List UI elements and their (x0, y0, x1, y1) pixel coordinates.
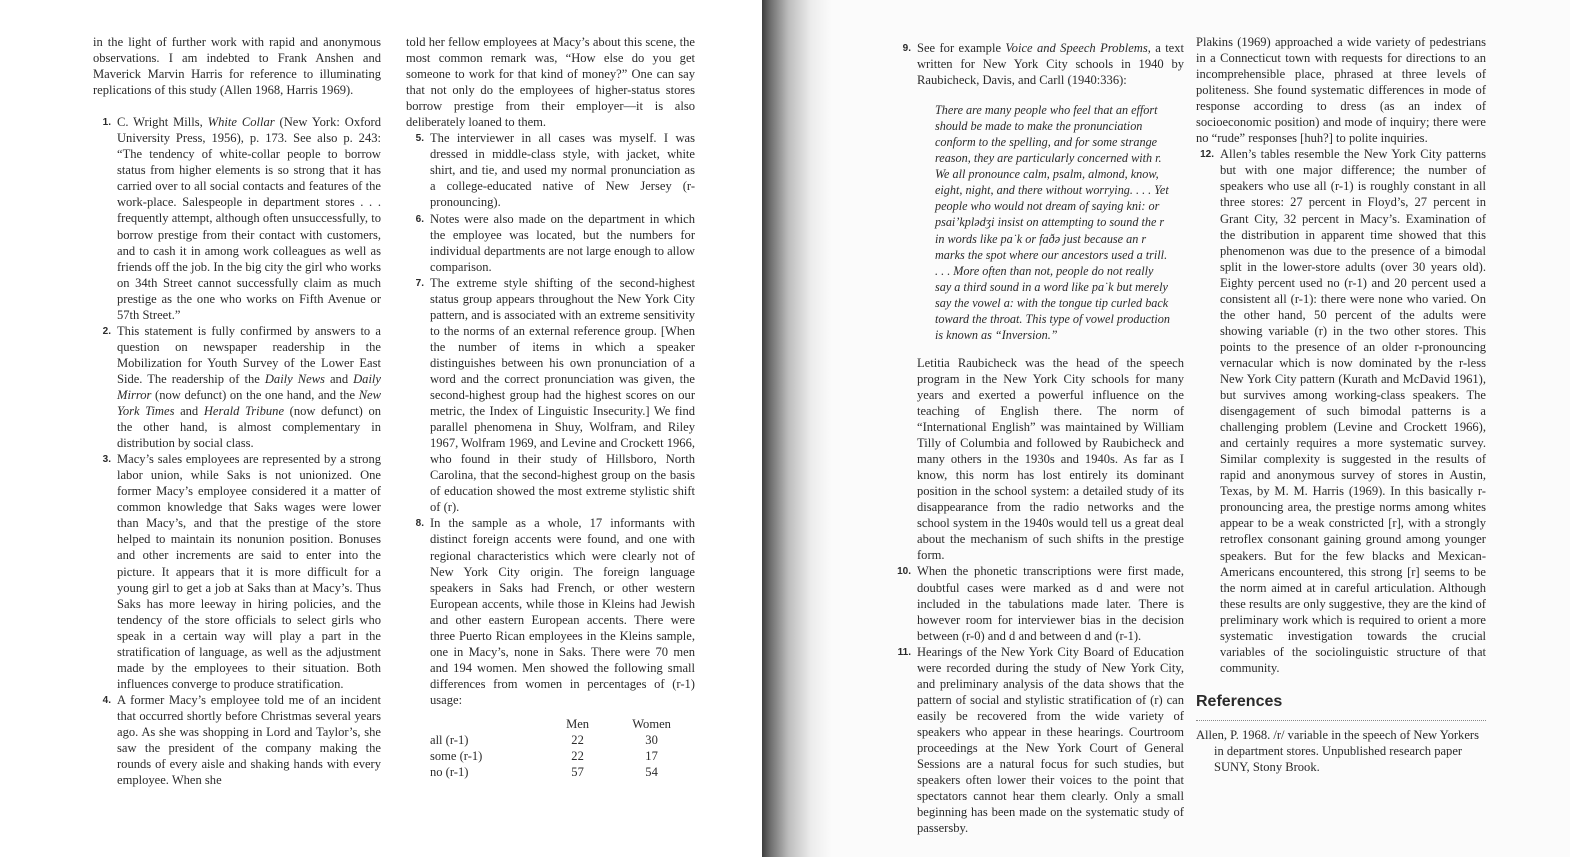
footnote-8: 8. In the sample as a whole, 17 informants with distinct foreign accents were found, and one with regional characteristics which were clearly not of New York City origin. The foreign language speakers in Saks had French, or other western European accents, while those in Kleins had Jewish and other eastern European accents. There were three Puerto Rican employees in the Kleins sample, one in Macy’s, none in Saks. There were 70 men and 194 women. Men showed the following small differences from women in percentages of (r-1) usage: Men Women all (r-1) 22 30 some (r-1) 22 17 no (r-1) 57 54 (406, 515, 695, 780)
footnote-11: 11. Hearings of the New York City Board of Education were recorded during the study of New York City, and preliminary analysis of the data shows that the pattern of social and stylistic stratification of (r) can easily be recovered from the wide variety of speakers who appear in these hearings. Courtroom proceedings at the New York Court of General Sessions are a natural focus for such studies, but speakers often lower their voices to the point that spectators cannot hear them clearly. Only a small beginning has been made on the systematic study of passersby. (897, 644, 1184, 836)
footnote-2: 2. This statement is fully confirmed by answers to a question on newspaper readership in the Mobilization for Youth Survey of the Lower East Side. The readership of the Daily News and Daily Mirror (now defunct) on the one hand, and the New York Times and Herald Tribune (now defunct) on the other hand, is almost complementary in distribution by social class. (102, 323, 382, 451)
block-quote: There are many people who feel that an effort should be made to make the pronunciation conform to the spelling, and for some strange reason, they are particularly concerned with r. We all pronounce calm, psalm, almond, know, eight, night, and there without worrying. . . . Yet people who would not dream of saying kni: or psai’kplədʒi insist on attempting to sound the r in words like pa˙k or faðə just because an r marks the spot where our ancestors used a trill. . . . More often than not, people do not really say a third sound in a word like pa˙k but merely say the vowel a: with the tongue tip curled back toward the throat. This type of vowel production is known as “Inversion.” (935, 103, 1170, 342)
left-column-2 (406, 34, 695, 780)
footnote-10: 10. When the phonetic transcriptions were first made, doubtful cases were marked as d and were not included in the tabulations made later. There is however room for interviewer bias in the decision between (r-0) and d and between d and (r-1). (897, 564, 1184, 643)
footnote-12: 12. Allen’s tables resemble the New York City patterns but with one major difference; the number of speakers who use all (r-1) is roughly constant in all three stores: 27 percent in Floyd’s, 27 percent in Grant City, 32 percent in Macy’s. Examination of the distribution in apparent time showed that this phenomenon was due to the presence of a bimodal split in the lower-store adults (over 30 years old). Eighty percent used no (r-1) and 20 percent used a consistent all (r-1): there were none who varied. On the other hand, 50 percent of the adults were showing variable (r) in the two other stores. This points to the presence of an older r-pronouncing vernacular which is now dominated by the r-less New York City pattern (Kurath and McDavid 1961), but survives among working-class speakers. The disengagement of such bimodal patterns is a challenging problem (Levine and Crockett 1966), and certainly requires a more systematic survey. Similar complexity is suggested in the results of rapid and anonymous survey of stores in Austin, Texas, by M. M. Harris (1969). In this basically r-pronouncing area, the prestige norms among whites appear to be a weak constricted [r], with a strongly retroflex consonant gaining ground among younger speakers. But for the few blacks and Mexican-Americans encountered, this strong [r] seems to be the norm aimed at in careful articulation. Although these results are only suggestive, they are the kind of preliminary work which is required to orient a more systematic investigation towards the crucial variables of the sociolinguistic structure of that community. (1200, 147, 1486, 675)
references-heading: References (1196, 694, 1486, 721)
table-row: some (r-1) 22 17 (430, 748, 658, 763)
footnote-5: 5. The interviewer in all cases was myself. I was dressed in middle-class style, with jacket, white shirt, and tie, and used my normal pronunciation as a college-educated native of New Jersey (r-pronouncing). (415, 131, 695, 210)
table-row: all (r-1) 22 30 (430, 732, 658, 747)
left-page (0, 0, 762, 857)
table-header-women: Women (632, 716, 671, 731)
r1-usage-table (430, 716, 698, 780)
intro-paragraph: in the light of further work with rapid and anonymous observations. I am indebted to Frank Anshen and Maverick Marvin Harris for reference to illuminating replications of this study (Allen 1968, Harris 1969). (93, 35, 381, 98)
reference-entry: Allen, P. 1968. /r/ variable in the speech of New Yorkers in department stores. Unpublished research paper SUNY, Stony Brook. (1196, 727, 1479, 775)
right-page (762, 0, 1570, 857)
table-header-row (430, 716, 698, 732)
book-gutter-shadow (762, 0, 832, 857)
footnote-7: 7. The extreme style shifting of the second-highest status group appears throughout the New York City pattern, and is associated with an extreme sensitivity to the norms of an external reference group. [When the number of items in which a speaker distinguishes between his own pronunciation of a word and the correct pronunciation was given, the second-highest group had the highest scores on our metric, the Index of Linguistic Insecurity.] We find parallel phenomena in Shuy, Wolfram, and Riley 1967, Wolfram 1969, and Levine and Crockett 1966, who found in their study of Hillsboro, North Carolina, that the second-highest group on the basis of education showed the most extreme stylistic shift of (r). (415, 275, 695, 515)
footnote-4: 4. A former Macy’s employee told me of an incident that occurred shortly before Christmas several years ago. As she was shopping in Lord and Taylor’s, she saw the president of the company making the rounds of every aisle and shaking hands with every employee. When she (102, 692, 381, 788)
footnote-1: 1. C. Wright Mills, White Collar (New York: Oxford University Press, 1956), p. 173. See also p. 243: “The tendency of white-collar people to borrow status from higher elements is so strong that it has carried over to all social contacts and features of the work-place. Salespeople in department stores . . . frequently attempt, although often unsuccessfully, to borrow prestige from their contact with customers, and to cash it in among work colleagues as well as friends off the job. In the big city the girl who works on 34th Street cannot successfully claim as much prestige as the one who works on Fifth Avenue or 57th Street.” (102, 115, 381, 322)
table-row: no (r-1) 57 54 (430, 764, 658, 779)
table-header-men: Men (566, 716, 590, 731)
continuation-paragraph: Plakins (1969) approached a wide variety of pedestrians in a Connecticut town with requests for directions to an incomprehensible place, phrased at three levels of politeness. She found systematic differences in mode of response according to dress (as an index of socioeconomic position) and mode of inquiry; there were no “rude” responses [huh?] to polite inquiries. (1196, 35, 1486, 146)
footnote-9: 9. See for example Voice and Speech Problems, a text written for New York City schools in 1940 by Raubicheck, Davis, and Carll (1940:336): There are many people who feel that an effort should be made to make the pronunciation conform to the spelling, and for some strange reason, they are particularly concerned with r. We all pronounce calm, psalm, almond, know, eight, night, and there without worrying. . . . Yet people who would not dream of saying kni: or psai’kplədʒi insist on attempting to sound the r in words like pa˙k or faðə just because an r marks the spot where our ancestors used a trill. . . . More often than not, people do not really say a third sound in a word like pa˙k but merely say the vowel a: with the tongue tip curled back toward the throat. This type of vowel production is known as “Inversion.” Letitia Raubicheck was the head of the speech program in the New York City schools for many years and exerted a powerful influence on the teaching of English there. The norm of “International English” was maintained by William Tilly of Columbia and followed by Raubicheck and many others in the 1930s and 1940s. As far as I know, this norm has lost entirely its dominant position in the school system: a detailed study of its disappearance from the radio networks and the school system in the 1940s would tell us a great deal about the mechanism of such shifts in the prestige form. (902, 41, 1185, 563)
continuation-paragraph: told her fellow employees at Macy’s about this scene, the most common remark was, “How else do you get someone to work for that kind of money?” One can say that not only do the employees of higher-status stores borrow prestige from their employer—it is also deliberately loaned to them. (406, 35, 695, 130)
footnote-6: 6. Notes were also made on the department in which the employee was located, but the numbers for individual departments are not large enough to allow comparison. (415, 211, 695, 274)
right-column-2 (1196, 34, 1486, 775)
footnote-3: 3. Macy’s sales employees are represented by a strong labor union, while Saks is not unionized. One former Macy’s employee considered it a matter of common knowledge that Saks wages were lower than Macy’s, and that the prestige of the store helped to maintain its nonunion position. Bonuses and other increments are said to enter into the picture. It appears that it is more difficult for a young girl to get a job at Saks than at Macy’s. Thus Saks has more leeway in hiring policies, and the tendency of the store officials to select girls who speak in a certain way will play a part in the stratification of language, as well as the adjustment made by the employees to their situation. Both influences converge to produce stratification. (102, 452, 381, 691)
after-quote-paragraph: Letitia Raubicheck was the head of the speech program in the New York City schools for many years and exerted a powerful influence on the teaching of English there. The norm of “International English” was maintained by William Tilly of Columbia and followed by Raubicheck and many others in the 1930s and 1940s. As far as I know, this norm has lost entirely its dominant position in the school system: a detailed study of its disappearance from the radio networks and the school system in the 1940s would tell us a great deal about the mechanism of such shifts in the prestige form. (917, 355, 1184, 563)
left-column-1 (93, 34, 381, 788)
right-column-1 (893, 40, 1184, 836)
